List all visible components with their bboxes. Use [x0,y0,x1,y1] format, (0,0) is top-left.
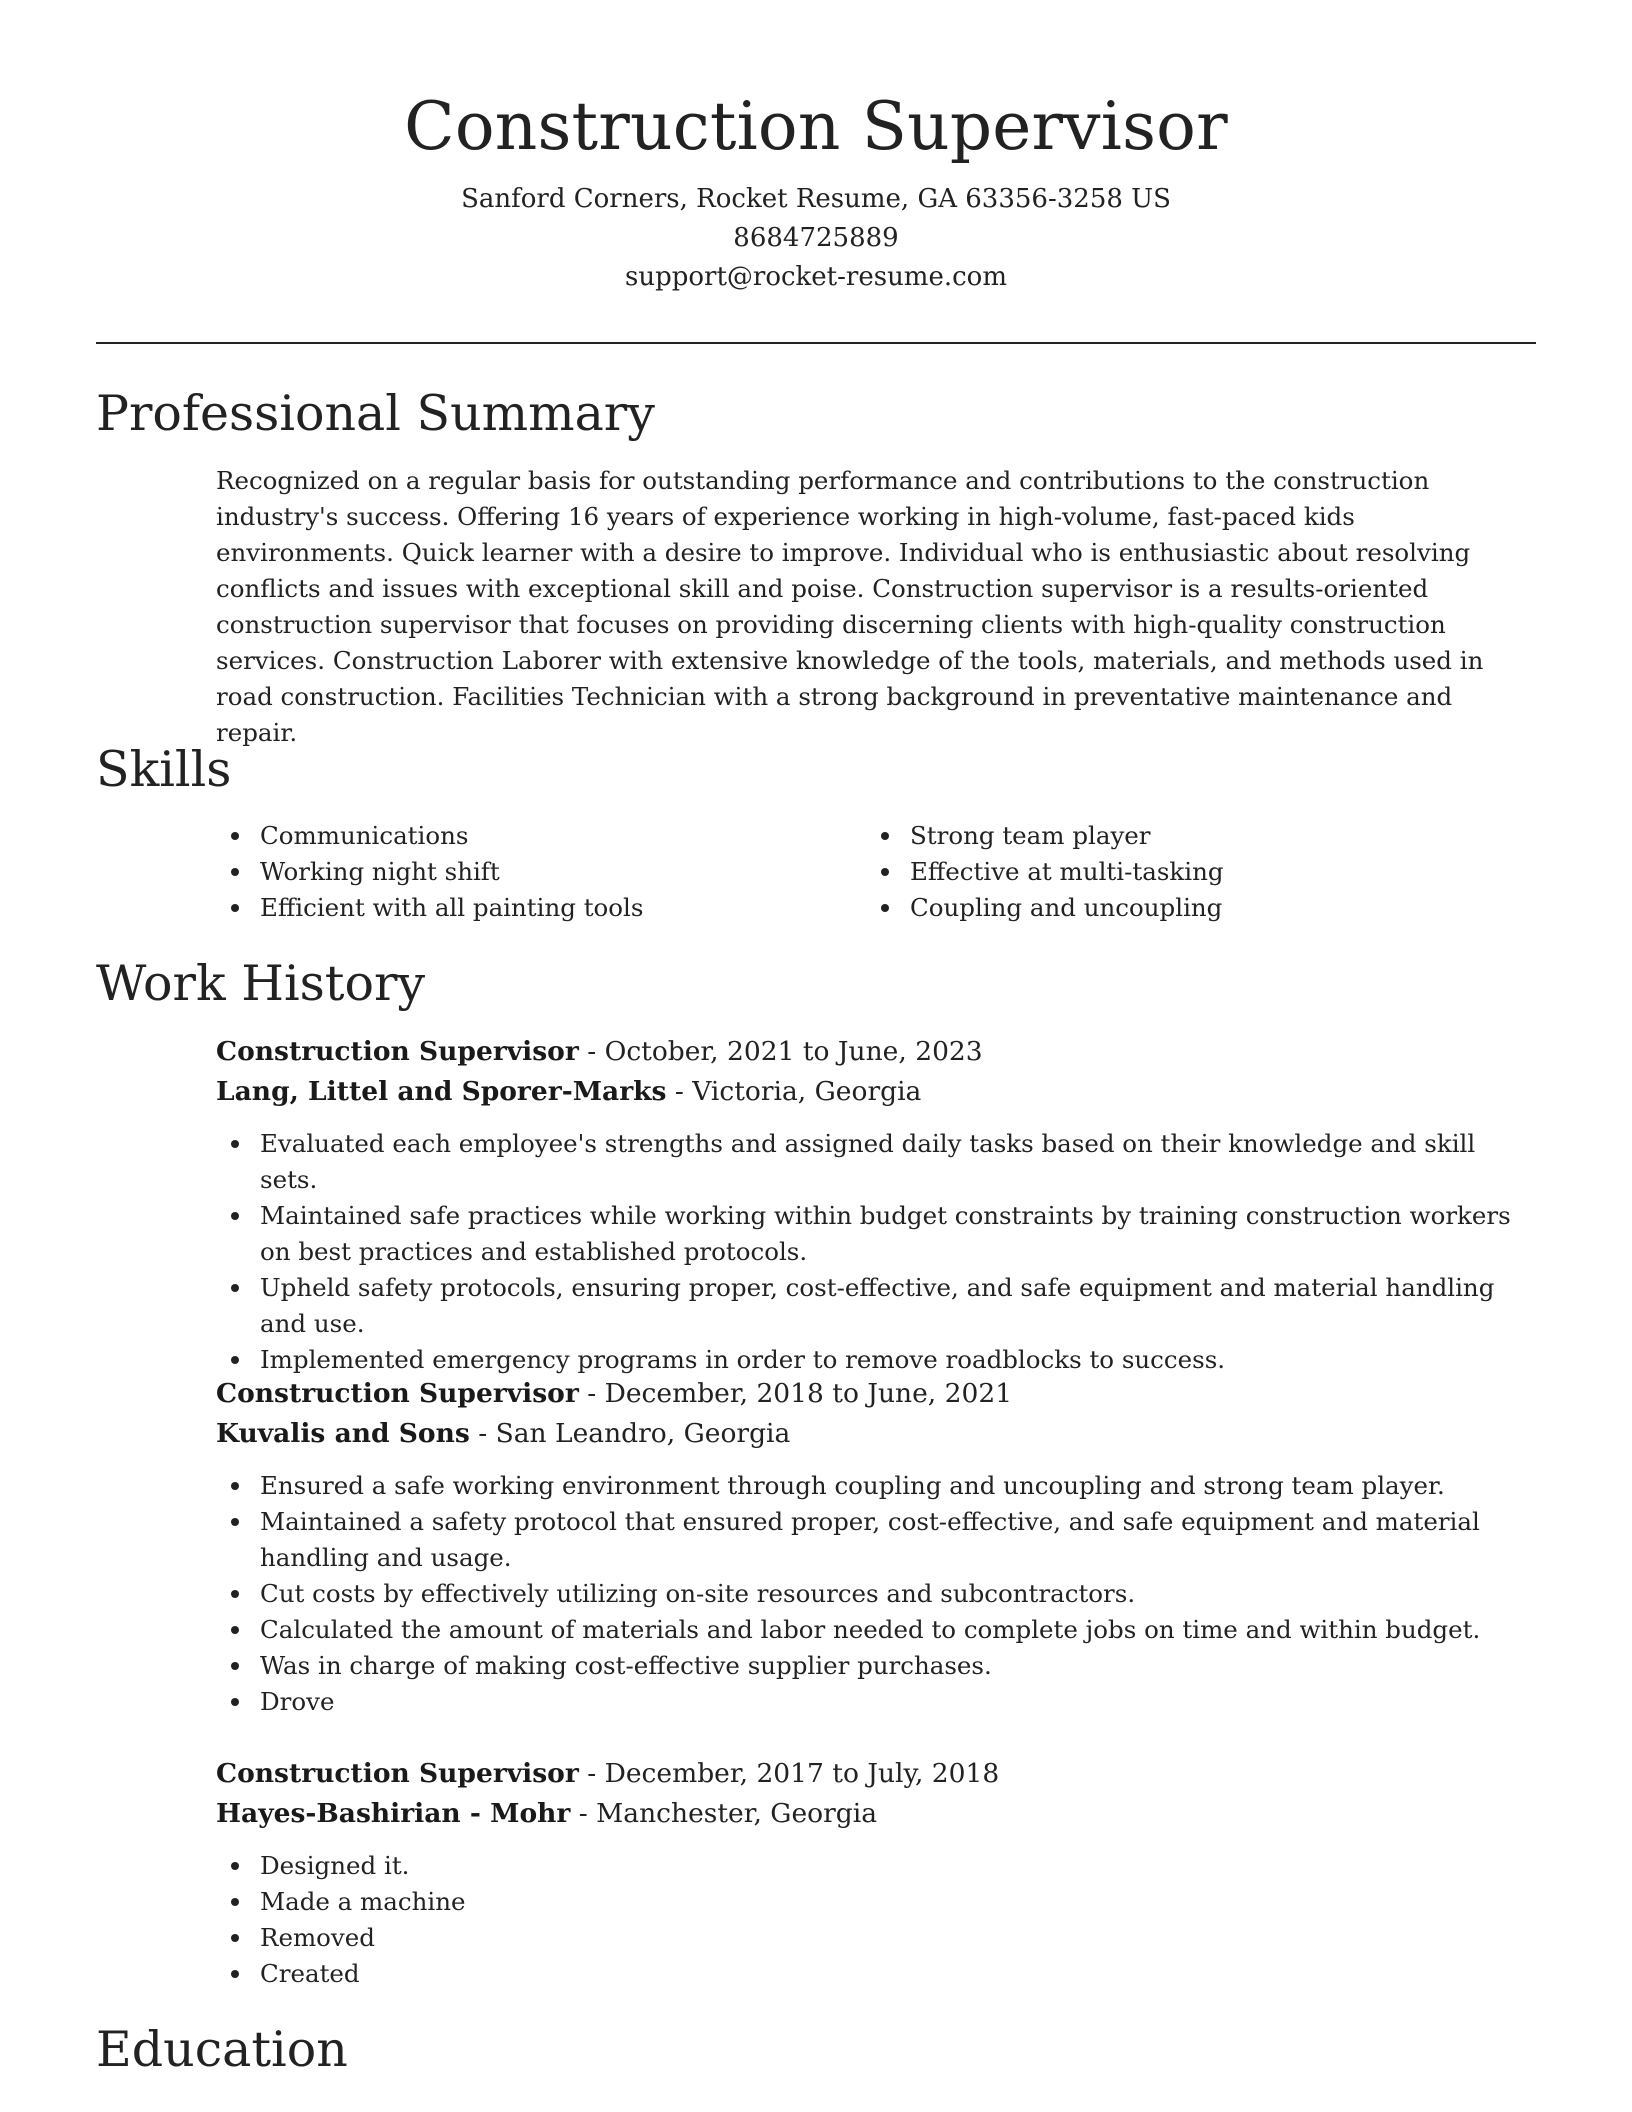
list-item: Upheld safety protocols, ensuring proper, cost-effective, and safe equipment and material handling and use. [216,1270,1536,1342]
job-dates: - October, 2021 to June, 2023 [578,1036,983,1067]
resume-header [0,0,1632,297]
job-duties [216,1848,1536,1992]
job-location: - Manchester, Georgia [570,1798,878,1829]
job-entry [216,1374,1536,1720]
skills-heading: Skills [96,741,232,798]
list-item: Strong team player [866,818,1516,854]
list-item: Evaluated each employee's strengths and assigned daily tasks based on their knowledge and skill sets. [216,1126,1536,1198]
job-company-line [216,1794,1536,1834]
work-history-heading: Work History [96,955,426,1012]
list-item: Removed [216,1920,1536,1956]
job-company: Hayes-Bashirian - Mohr [216,1798,571,1829]
contact-email: support@rocket-resume.com [624,262,1007,292]
list-item: Implemented emergency programs in order to remove roadblocks to success. [216,1342,1536,1378]
list-item: Working night shift [216,854,866,890]
education-heading: Education [96,2021,348,2078]
contact-phone: 8684725889 [733,223,899,253]
list-item: Designed it. [216,1848,1536,1884]
list-item: Effective at multi-tasking [866,854,1516,890]
job-duties [216,1126,1536,1378]
list-item: Maintained safe practices while working within budget constraints by training construction workers on best practices and established protocols. [216,1198,1536,1270]
skills-list-left [216,818,866,926]
list-item: Cut costs by effectively utilizing on-site resources and subcontractors. [216,1576,1536,1612]
list-item: Efficient with all painting tools [216,890,866,926]
job-company-line [216,1072,1536,1112]
header-divider [96,342,1536,344]
job-company: Lang, Littel and Sporer-Marks [216,1076,667,1107]
list-item: Calculated the amount of materials and labor needed to complete jobs on time and within budget. [216,1612,1536,1648]
job-company-line [216,1414,1536,1454]
contact-address: Sanford Corners, Rocket Resume, GA 63356-3258 US [461,184,1171,214]
job-title: Construction Supervisor [216,1378,579,1409]
job-location: - Victoria, Georgia [666,1076,922,1107]
job-title-line [216,1374,1536,1414]
page-title: Construction Supervisor [404,88,1228,165]
summary-text: Recognized on a regular basis for outstanding performance and contributions to the construction industry's success. Offering 16 years of experience working in high-volume, fast-paced kids environments. Quick learner with a desire to improve. Individual who is enthusiastic about resolving conflicts and issues with exceptional skill and poise. Construction supervisor is a results-oriented construction supervisor that focuses on providing discerning clients with high-quality construction services. Construction Laborer with extensive knowledge of the tools, materials, and methods used in road construction. Facilities Technician with a strong background in preventative maintenance and repair. [216,466,1484,747]
list-item: Ensured a safe working environment through coupling and uncoupling and strong team player. [216,1468,1536,1504]
list-item: Communications [216,818,866,854]
list-item: Was in charge of making cost-effective supplier purchases. [216,1648,1536,1684]
summary-heading: Professional Summary [96,385,655,442]
job-title-line [216,1754,1536,1794]
job-title: Construction Supervisor [216,1036,579,1067]
list-item: Made a machine [216,1884,1536,1920]
list-item: Drove [216,1684,1536,1720]
job-dates: - December, 2017 to July, 2018 [578,1758,1000,1789]
job-title-line [216,1032,1536,1072]
job-entry [216,1032,1536,1378]
contact-block [0,180,1632,297]
job-title: Construction Supervisor [216,1758,579,1789]
job-duties [216,1468,1536,1720]
job-dates: - December, 2018 to June, 2021 [578,1378,1013,1409]
list-item: Maintained a safety protocol that ensured proper, cost-effective, and safe equipment and material handling and usage. [216,1504,1536,1576]
list-item: Created [216,1956,1536,1992]
job-company: Kuvalis and Sons [216,1418,470,1449]
skills-list-right [866,818,1516,926]
job-entry [216,1754,1536,1992]
job-location: - San Leandro, Georgia [469,1418,791,1449]
list-item: Coupling and uncoupling [866,890,1516,926]
